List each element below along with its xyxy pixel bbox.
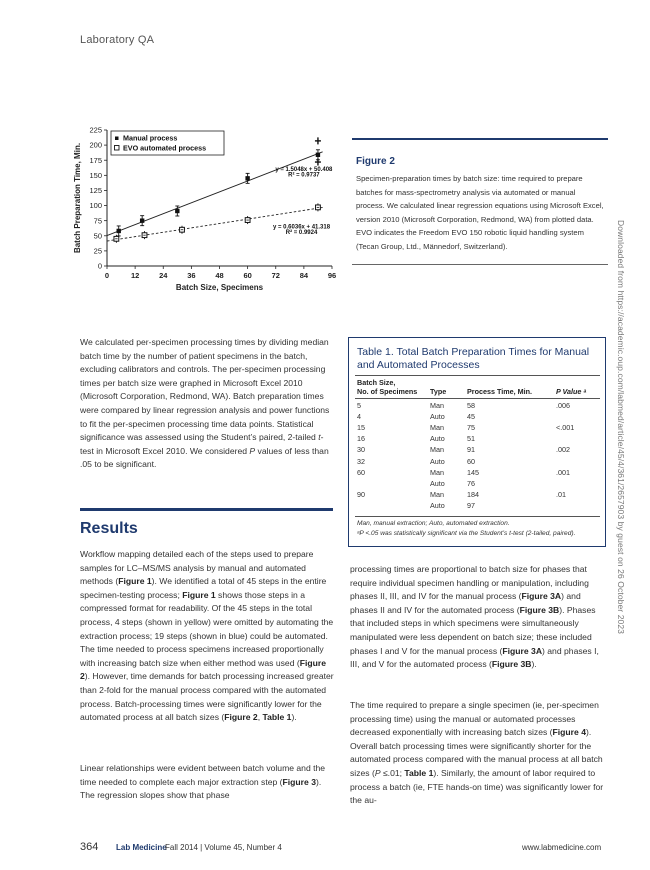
cell-p-value: .01	[556, 489, 566, 499]
journal-name: Lab Medicine	[116, 843, 167, 852]
col-header-time: Process Time, Min.	[467, 387, 532, 396]
issue-info: Fall 2014 | Volume 45, Number 4	[165, 843, 282, 852]
cell-type: Man	[430, 401, 444, 410]
cell-type: Auto	[430, 500, 445, 510]
cell-type: Man	[430, 467, 444, 477]
y-axis-label: Batch Preparation Time, Min.	[73, 142, 82, 254]
results-paragraph-1: Workflow mapping detailed each of the steps used to prepare samples for LC–MS/MS analysis by manual and automated methods (Figure 1). We identified a total of 45 steps in the entire specimen-testing process; Figure 1 shows those steps in a compressed format for readability. Of the 45 steps in the total process, 4 steps (shown in yellow) were omitted by automating the extraction process; 19 steps (shown in blue) could be automated. The time needed to process specimens increased proportionally with increasing batch size when either method was used (Figure 2). However, time demands for batch processing increased greater than 2-fold for the manual process compared with the automated process. Batch-processing times were significantly lower for the automated process at all batch sizes (Figure 2, Table 1).	[80, 549, 334, 723]
manual-point	[140, 218, 144, 222]
y-tick-label: 125	[89, 186, 102, 196]
cell-process-time: 91	[467, 445, 475, 455]
manual-point	[316, 153, 320, 157]
x-tick-label: 24	[159, 271, 168, 280]
y-tick-label: 50	[93, 231, 102, 241]
manual-point	[175, 209, 179, 213]
y-tick-label: 200	[89, 140, 102, 150]
table-end-rule	[355, 516, 600, 517]
table-footnote-2: ᵃP <.05 was statistically significant via the Student’s t-test (2-tailed, paired).	[357, 530, 576, 537]
x-tick-label: 36	[187, 271, 196, 280]
download-note: Downloaded from https://academic.oup.com/labmed/article/45/4/361/2657903 by guest on 26 October 2023	[616, 220, 626, 635]
website: www.labmedicine.com	[522, 843, 602, 852]
figure-2-chart	[68, 118, 348, 300]
right-paragraph-2: The time required to prepare a single specimen (ie, per-specimen processing time) using the manual or automated processes decreased exponentially with increasing batch sizes (Figure 4). Overall batch processing times were significantly shorter for the automated process compared with the manual process at all batch sizes (P ≤.01; Table 1). Similarly, the amount of labor required to process a batch (ie, FTE hands-on time) was significantly lower for the au-	[350, 700, 604, 806]
cell-p-value: .001	[556, 467, 570, 477]
running-head: Laboratory QA	[80, 34, 155, 46]
manual-equation: y = 1.5048x + 50.408	[275, 167, 333, 174]
table-title: Table 1. Total Batch Preparation Times for Manual and Automated Processes	[357, 346, 590, 371]
cell-process-time: 60	[467, 456, 475, 466]
y-tick-label: 225	[89, 125, 102, 135]
cell-p-value: .006	[556, 401, 570, 410]
col-header-batch-1: Batch Size,	[357, 378, 396, 387]
cell-process-time: 75	[467, 423, 475, 433]
cell-type: Auto	[430, 434, 445, 444]
cell-p-value: .002	[556, 445, 570, 455]
x-axis-label: Batch Size, Specimens	[175, 283, 264, 292]
figure-label: Figure 2	[356, 156, 395, 167]
cell-type: Auto	[430, 478, 445, 488]
cell-batch-size: 5	[357, 401, 361, 410]
legend-automated-marker	[115, 146, 120, 151]
col-header-type: Type	[430, 387, 447, 396]
page-number: 364	[80, 841, 99, 853]
figure-top-rule	[352, 138, 608, 140]
x-tick-label: 84	[299, 271, 309, 280]
x-tick-label: 60	[243, 271, 252, 280]
figure-caption: Specimen-preparation times by batch size: time required to prepare batches for mass-spectrometry analysis via automated or manual process. We calculated linear regression equations using Microsoft Excel, version 2010 (Microsoft Corporation, Redmond, WA) from plotted data. EVO indicates the Freedom EVO 150 robotic liquid handling system (Tecan Group, Ltd., Männedorf, Switzerland).	[356, 174, 604, 251]
cell-batch-size: 32	[357, 456, 365, 466]
right-paragraph-1: processing times are proportional to batch size for phases that require individual specimen handling or manipulation, including phases II, III, and IV for the manual process (Figure 3A) and phases II and IV for the automated process (Figure 3B). Phases that included steps in which specimens were simultaneously manipulated were less dependent on batch size; these included phases I and V for the manual process (Figure 3A) and phases I, III, and V for the automated process (Figure 3B).	[350, 564, 599, 670]
col-header-p: P Value ᵃ	[556, 387, 587, 396]
results-paragraph-2: Linear relationships were evident between batch volume and the time needed to complete each major extraction step (Figure 3). The regression slopes show that phase	[80, 763, 326, 801]
x-tick-label: 72	[271, 271, 280, 280]
x-tick-label: 0	[104, 271, 110, 280]
cell-type: Man	[430, 423, 444, 433]
cell-process-time: 184	[467, 489, 479, 499]
y-tick-label: 25	[93, 246, 102, 256]
legend-automated-label: EVO automated process	[123, 143, 207, 153]
table-footnote-1: Man, manual extraction; Auto, automated extraction.	[357, 520, 510, 527]
cell-process-time: 97	[467, 500, 475, 510]
cell-process-time: 145	[467, 467, 479, 477]
table-head-rule	[355, 375, 600, 376]
cell-type: Man	[430, 489, 444, 499]
legend-manual-label: Manual process	[123, 133, 178, 143]
cell-batch-size: 16	[357, 434, 365, 444]
y-tick-label: 100	[89, 201, 102, 211]
manual-point	[245, 176, 249, 180]
cell-batch-size: 60	[357, 467, 365, 477]
manual-point	[117, 229, 121, 233]
y-tick-label: 0	[97, 261, 102, 271]
y-tick-label: 75	[93, 216, 102, 226]
cell-batch-size: 30	[357, 445, 365, 455]
cell-process-time: 45	[467, 412, 475, 422]
y-tick-label: 175	[89, 155, 102, 165]
y-tick-label: 150	[89, 170, 102, 180]
table-column-rule	[355, 398, 600, 399]
cell-type: Auto	[430, 456, 445, 466]
cell-process-time: 76	[467, 478, 475, 488]
manual-trendline	[107, 152, 323, 236]
cell-batch-size: 90	[357, 489, 365, 499]
automated-equation: y = 0.6036x + 41.318	[273, 224, 331, 231]
figure-bottom-rule	[352, 264, 608, 265]
x-tick-label: 12	[130, 271, 140, 280]
x-tick-label: 48	[215, 271, 224, 280]
methods-paragraph: We calculated per-specimen processing times by dividing median batch time by the number of patient specimens in the batch, excluding calibrators and controls. The per-specimen processing times per batch size were graphed in Microsoft Excel 2010 (Microsoft Corporation, Redmond, WA). Batch preparation times were compared by linear regression analysis and power functions to fit the per-specimen processing time data points. Statistical significance was assessed using the Student’s paired, 2-tailed t-test in Microsoft Excel 2010. We considered P values of less than .05 to be significant.	[80, 337, 330, 470]
automated-r2: R² = 0.9924	[285, 229, 318, 236]
col-header-batch-2: No. of Specimens	[357, 387, 418, 396]
cell-batch-size: 4	[357, 412, 361, 422]
cell-p-value: <.001	[556, 423, 575, 433]
manual-r2: R² = 0.9737	[288, 172, 320, 179]
results-rule	[80, 508, 333, 511]
cell-process-time: 58	[467, 401, 475, 410]
cell-type: Auto	[430, 412, 445, 422]
legend-manual-marker	[115, 137, 119, 141]
cell-process-time: 51	[467, 434, 475, 444]
x-tick-label: 96	[327, 271, 337, 280]
cell-batch-size: 15	[357, 423, 365, 433]
cell-type: Man	[430, 445, 444, 455]
results-heading: Results	[80, 520, 138, 537]
